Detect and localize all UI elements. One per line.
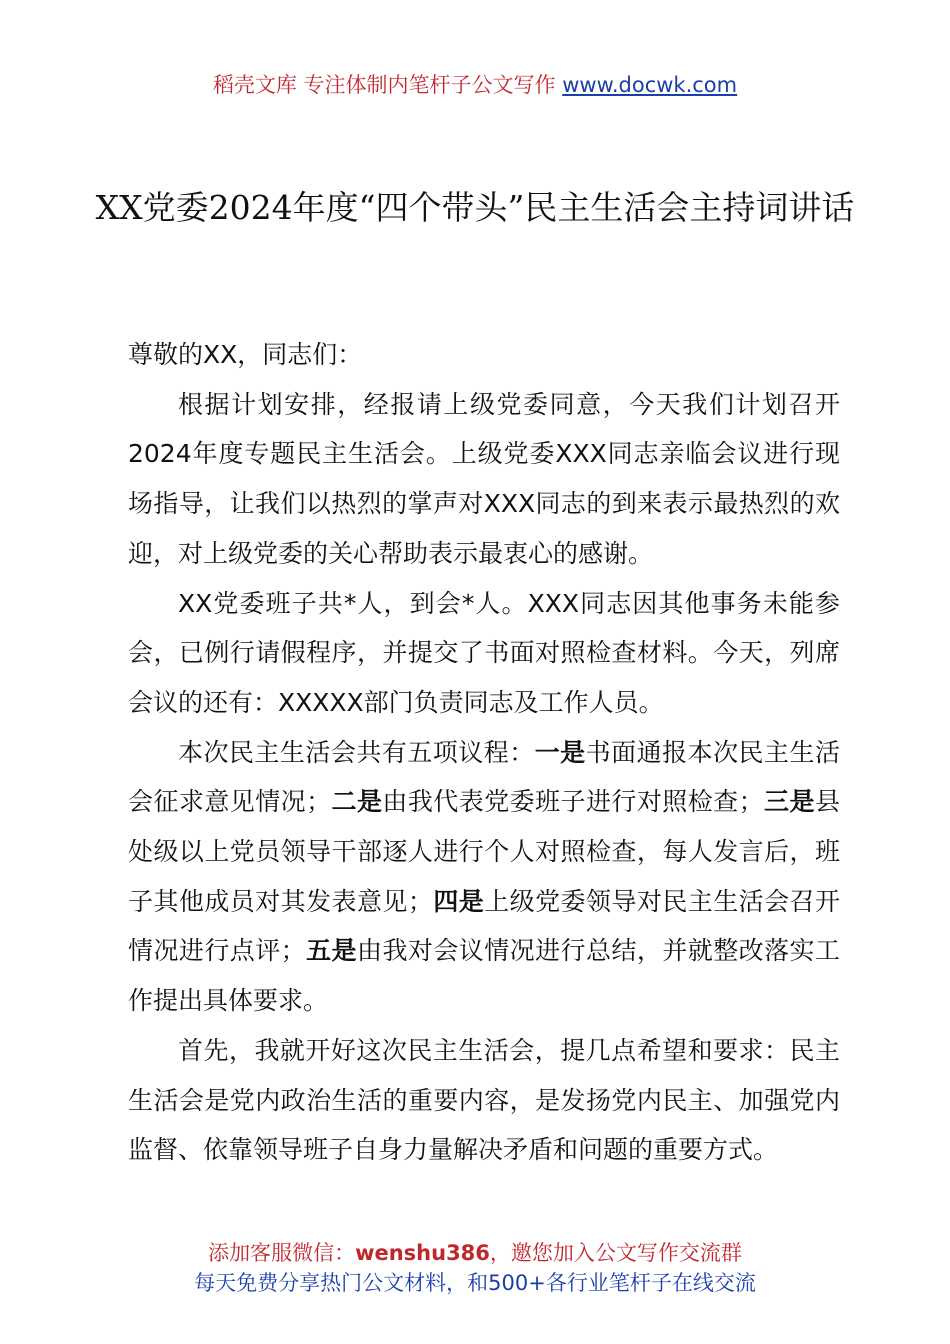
paragraph-3: [128, 728, 840, 1026]
footer-prefix: 添加客服微信：: [208, 1241, 356, 1265]
header-brand: 稻壳文库 专注体制内笔杆子公文写作: [212, 73, 556, 97]
page-header: [0, 70, 950, 100]
agenda-key-4: 四是: [432, 886, 485, 916]
footer-wechat-id: wenshu386: [355, 1241, 490, 1265]
document-title: XX党委2024年度“四个带头”民主生活会主持词讲话: [95, 188, 855, 227]
agenda-text-3: 县处级以上党员领导干部逐人进行个人对照检查，每人发言后，班子其他成员对其发表意见；: [128, 787, 840, 916]
document-body: [128, 330, 840, 1175]
footer-line-1: [0, 1238, 950, 1268]
agenda-key-5: 五是: [305, 936, 358, 966]
header-url-link[interactable]: www.docwk.com: [562, 73, 738, 97]
agenda-key-2: 二是: [331, 787, 383, 817]
footer-line-2: 每天免费分享热门公文材料，和500+各行业笔杆子在线交流: [194, 1271, 756, 1295]
agenda-text-2: 由我代表党委班子进行对照检查；: [382, 787, 764, 817]
agenda-text-4: 上级党委领导对民主生活会召开情况进行点评；: [128, 886, 840, 966]
page-footer: [0, 1238, 950, 1298]
footer-suffix: ，邀您加入公文写作交流群: [489, 1241, 742, 1265]
paragraph-1: 根据计划安排，经报请上级党委同意，今天我们计划召开2024年度专题民主生活会。上级党委XXX同志亲临会议进行现场指导，让我们以热烈的掌声对XXX同志的到来表示最热烈的欢迎，对上级党委的关心帮助表示最衷心的感谢。: [128, 389, 840, 568]
agenda-key-3: 三是: [763, 787, 815, 817]
agenda-key-1: 一是: [534, 737, 586, 767]
paragraph-2: XX党委班子共*人，到会*人。XXX同志因其他事务未能参会，已例行请假程序，并提交了书面对照检查材料。今天，列席会议的还有：XXXXX部门负责同志及工作人员。: [128, 588, 840, 717]
paragraph-4: 首先，我就开好这次民主生活会，提几点希望和要求：民主生活会是党内政治生活的重要内容，是发扬党内民主、加强党内监督、依靠领导班子自身力量解决矛盾和问题的重要方式。: [128, 1035, 840, 1165]
agenda-text-1: 书面通报本次民主生活会征求意见情况；: [128, 737, 840, 817]
salutation: 尊敬的XX，同志们：: [128, 340, 363, 369]
agenda-intro: 本次民主生活会共有五项议程：: [178, 737, 535, 767]
agenda-text-5: 由我对会议情况进行总结，并就整改落实工作提出具体要求。: [128, 936, 840, 1016]
